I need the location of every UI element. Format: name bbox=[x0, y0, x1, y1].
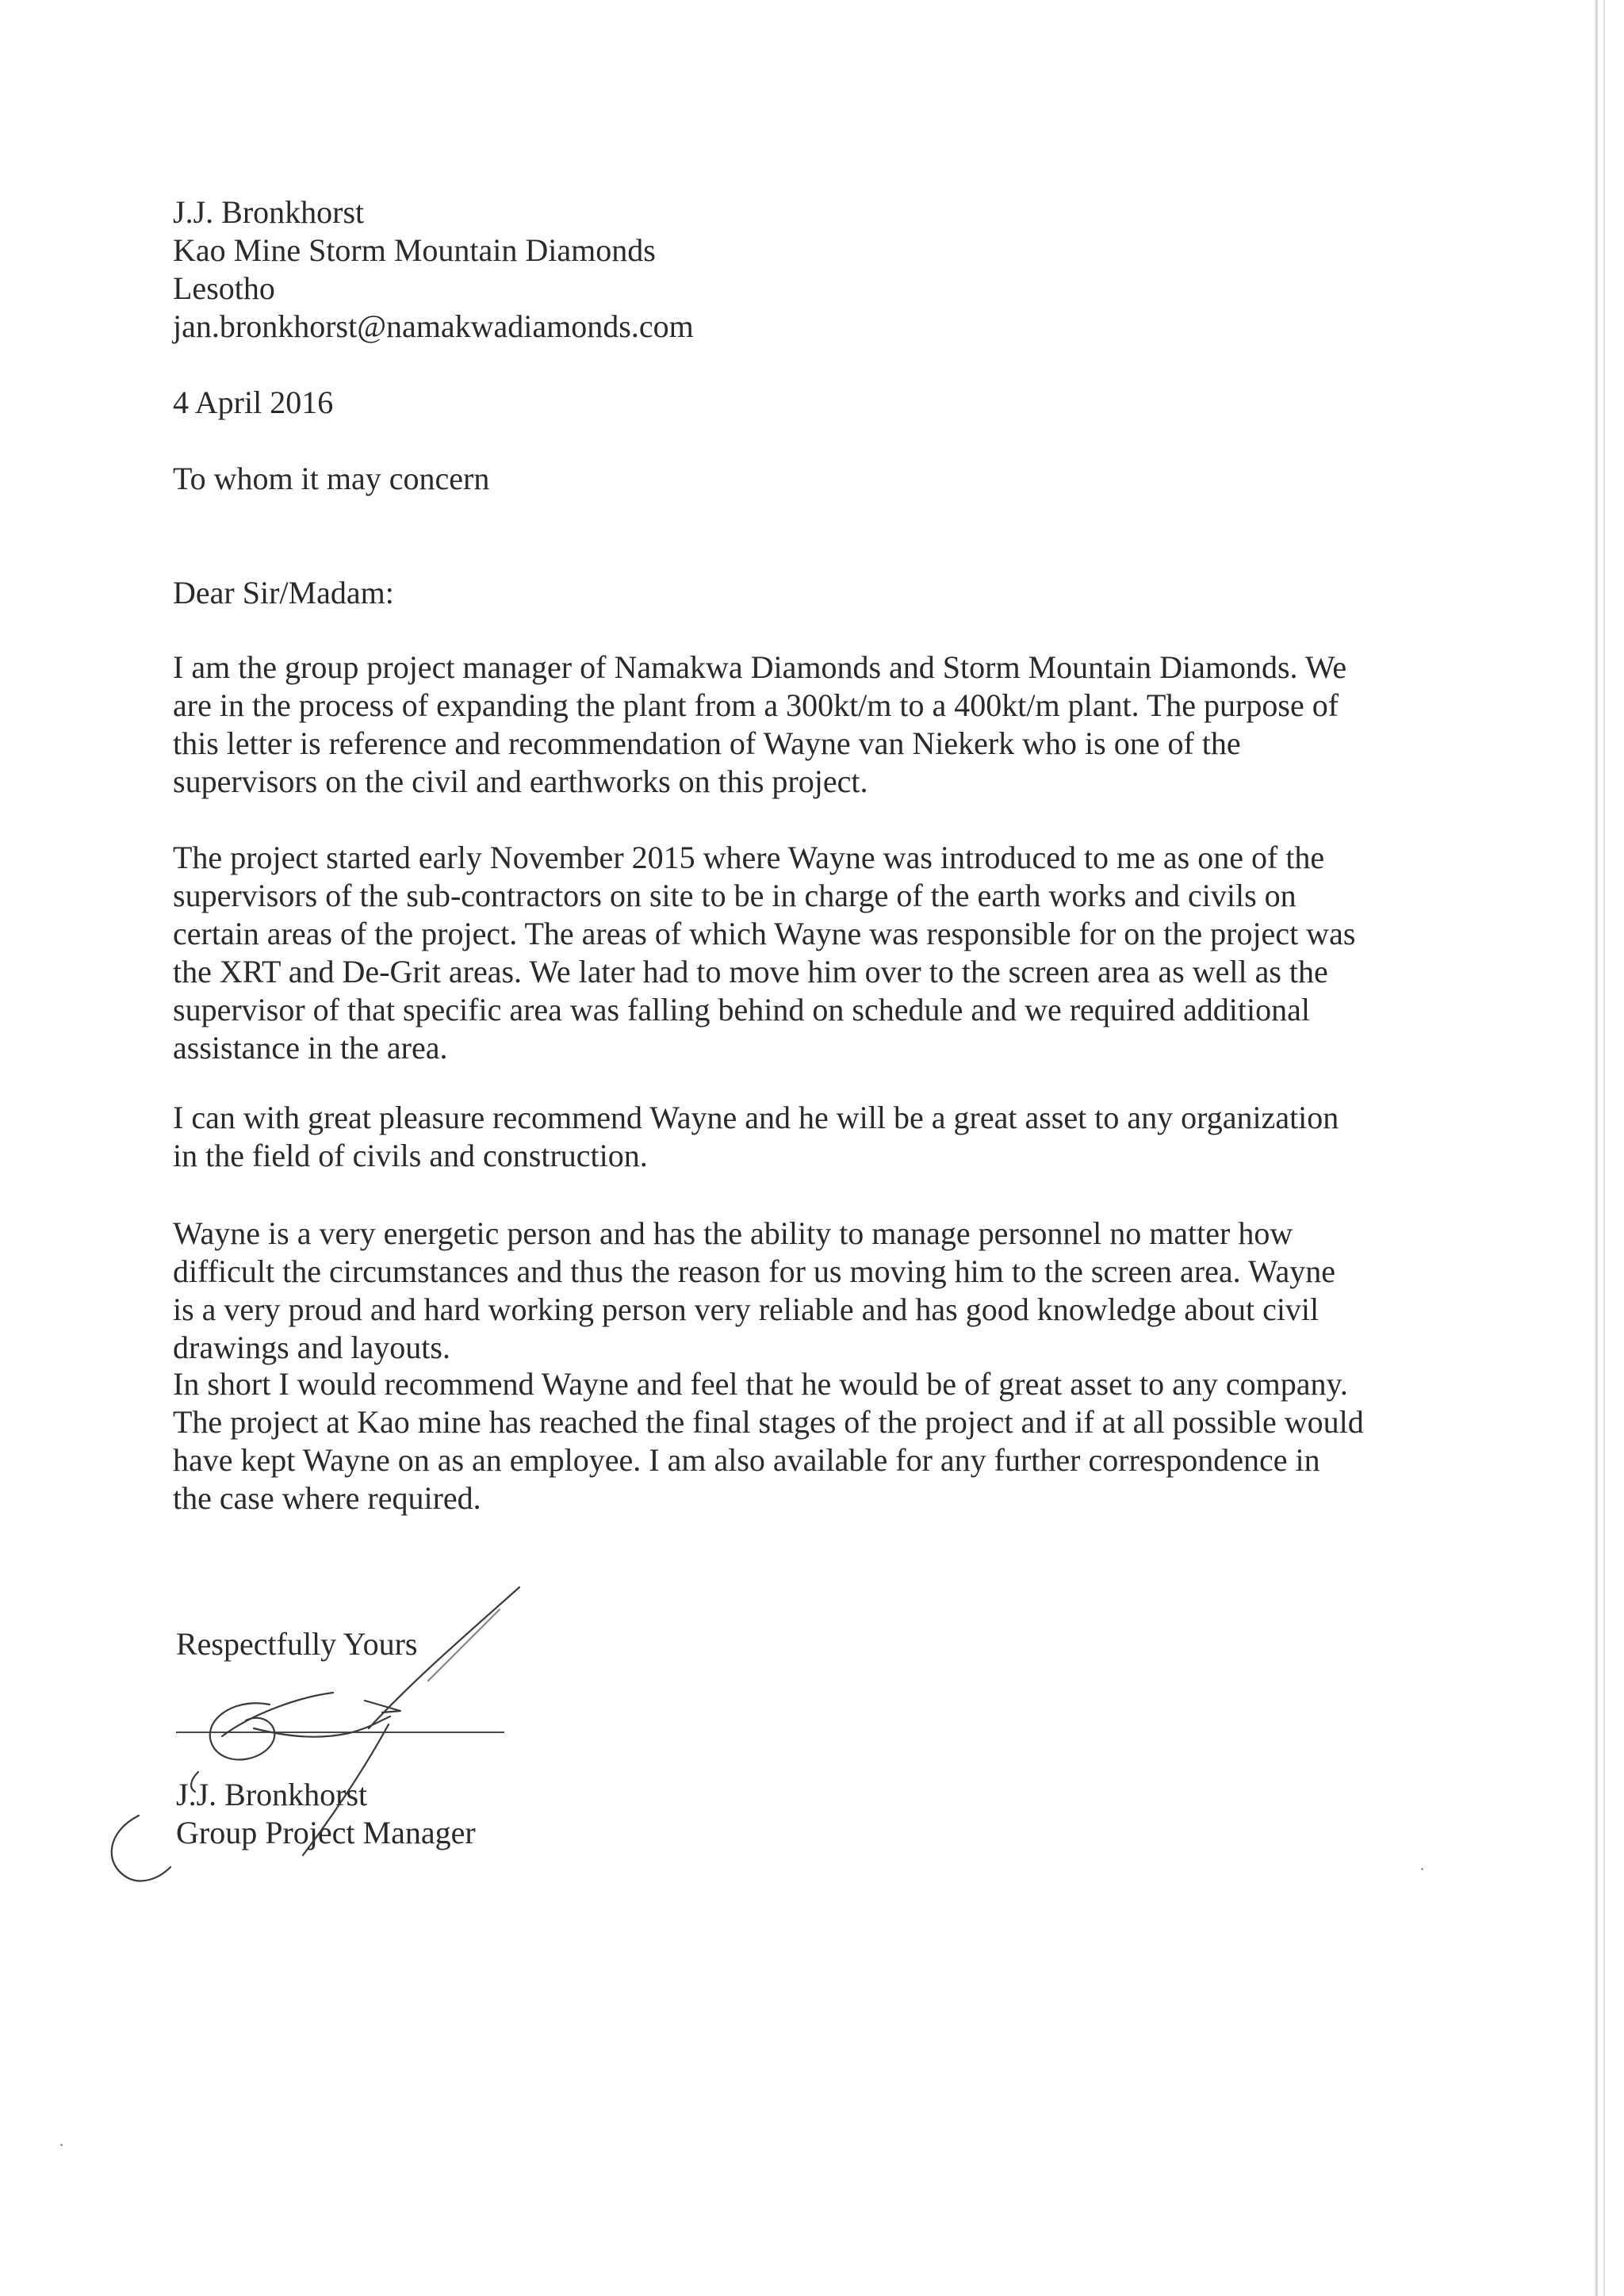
sender-email: jan.bronkhorst@namakwadiamonds.com bbox=[173, 308, 694, 344]
signatory-name: J.J. Bronkhorst bbox=[176, 1777, 368, 1812]
paragraph-line: this letter is reference and recommendation of Wayne van Niekerk who is one of the bbox=[173, 725, 1241, 761]
salutation: Dear Sir/Madam: bbox=[173, 575, 394, 610]
body-paragraph-4 bbox=[173, 1215, 1394, 1367]
body-paragraph-3 bbox=[173, 1099, 1394, 1175]
paragraph-line: The project started early November 2015 where Wayne was introduced to me as one of the bbox=[173, 840, 1325, 875]
paragraph-line: Wayne is a very energetic person and has the ability to manage personnel no matter how bbox=[173, 1215, 1293, 1251]
paragraph-line: I am the group project manager of Namakwa Diamonds and Storm Mountain Diamonds. We bbox=[173, 649, 1347, 685]
paragraph-line: the case where required. bbox=[173, 1480, 481, 1516]
signatory-title: Group Project Manager bbox=[176, 1815, 476, 1850]
paragraph-line: drawings and layouts. bbox=[173, 1330, 450, 1365]
paragraph-line: supervisor of that specific area was falling behind on schedule and we required additional bbox=[173, 992, 1310, 1027]
paragraph-line: in the field of civils and construction. bbox=[173, 1138, 648, 1173]
paragraph-line: The project at Kao mine has reached the final stages of the project and if at all possible would bbox=[173, 1404, 1364, 1440]
sender-name: J.J. Bronkhorst bbox=[173, 194, 365, 230]
closing-phrase: Respectfully Yours bbox=[176, 1626, 418, 1662]
scan-speck bbox=[60, 2144, 63, 2146]
paragraph-line: difficult the circumstances and thus the reason for us moving him to the screen area. Wayne bbox=[173, 1253, 1335, 1289]
scan-speck bbox=[1421, 1868, 1423, 1870]
scan-edge-line bbox=[1603, 0, 1605, 2296]
sender-address-block bbox=[173, 193, 1394, 346]
paragraph-line: supervisors of the sub-contractors on site to be in charge of the earth works and civils on bbox=[173, 878, 1297, 913]
sender-country: Lesotho bbox=[173, 270, 275, 306]
sender-organization: Kao Mine Storm Mountain Diamonds bbox=[173, 232, 656, 268]
body-paragraph-5 bbox=[173, 1365, 1394, 1517]
body-paragraph-1 bbox=[173, 649, 1394, 801]
paragraph-line: certain areas of the project. The areas of which Wayne was responsible for on the project was bbox=[173, 916, 1356, 951]
paragraph-line: I can with great pleasure recommend Wayne and he will be a great asset to any organization bbox=[173, 1100, 1339, 1135]
recipient-line: To whom it may concern bbox=[173, 461, 490, 496]
signature-line bbox=[176, 1732, 504, 1733]
body-paragraph-2 bbox=[173, 839, 1394, 1067]
paragraph-line: supervisors on the civil and earthworks on this project. bbox=[173, 763, 868, 799]
paragraph-line: assistance in the area. bbox=[173, 1030, 448, 1066]
paragraph-line: the XRT and De-Grit areas. We later had to move him over to the screen area as well as the bbox=[173, 954, 1328, 989]
paragraph-line: are in the process of expanding the plant from a 300kt/m to a 400kt/m plant. The purpose of bbox=[173, 687, 1339, 723]
paragraph-line: have kept Wayne on as an employee. I am also available for any further correspondence in bbox=[173, 1442, 1320, 1478]
letter-date: 4 April 2016 bbox=[173, 385, 334, 420]
paragraph-line: is a very proud and hard working person very reliable and has good knowledge about civil bbox=[173, 1292, 1320, 1327]
scan-edge-artifact bbox=[1594, 0, 1599, 2296]
paragraph-line: In short I would recommend Wayne and feel that he would be of great asset to any company. bbox=[173, 1366, 1348, 1402]
